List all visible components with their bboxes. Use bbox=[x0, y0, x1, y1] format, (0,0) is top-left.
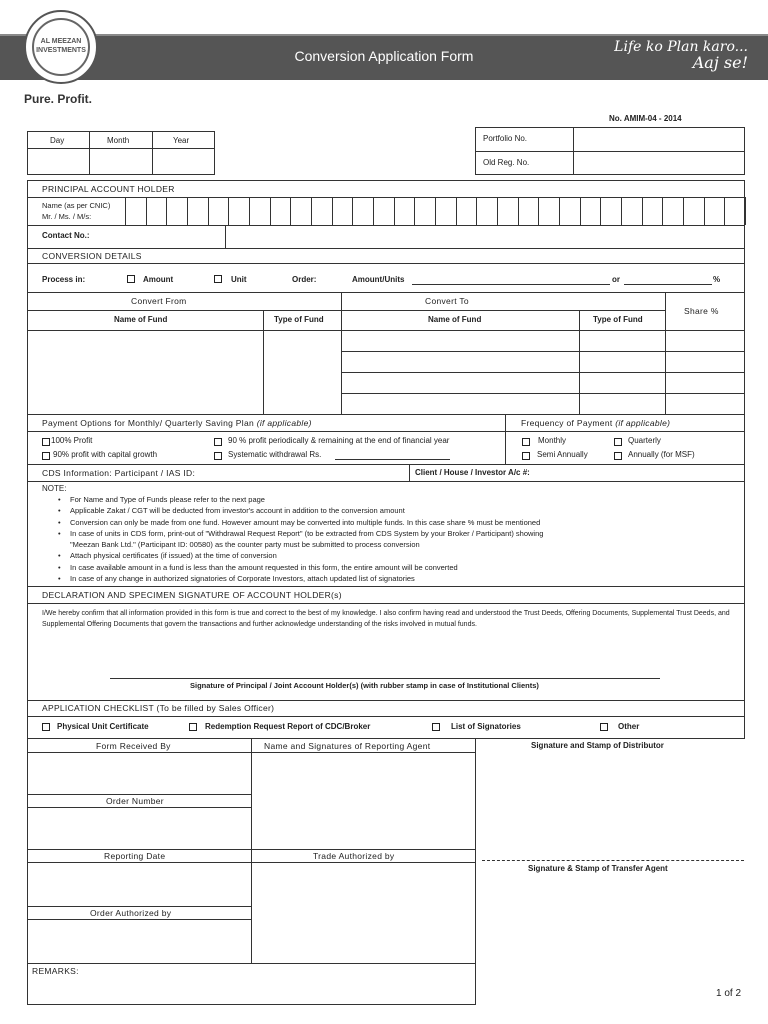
day-label: Day bbox=[50, 136, 65, 145]
portfolio-no-field[interactable] bbox=[574, 128, 744, 150]
profit-90-periodic-checkbox[interactable] bbox=[214, 438, 222, 446]
form-received-by-field[interactable] bbox=[28, 753, 250, 793]
day-field[interactable] bbox=[28, 149, 88, 174]
name-char-divider bbox=[724, 197, 725, 225]
contact-label: Contact No.: bbox=[42, 231, 90, 240]
tagline-line2: Aaj se! bbox=[692, 53, 748, 72]
to-fund-name-cells[interactable] bbox=[342, 331, 578, 413]
old-reg-no-field[interactable] bbox=[574, 152, 744, 174]
name-char-divider bbox=[580, 197, 581, 225]
systematic-withdrawal-checkbox[interactable] bbox=[214, 452, 222, 460]
name-label-line1: Name (as per CNIC) bbox=[42, 201, 111, 210]
redemption-report-label: Redemption Request Report of CDC/Broker bbox=[205, 722, 371, 731]
name-char-divider bbox=[621, 197, 622, 225]
name-char-divider bbox=[166, 197, 167, 225]
from-fund-type-header: Type of Fund bbox=[274, 315, 324, 324]
semi-annually-label: Semi Annually bbox=[537, 450, 588, 459]
reporting-date-field[interactable] bbox=[28, 863, 250, 905]
logo-text: AL MEEZAN INVESTMENTS bbox=[36, 38, 86, 54]
payment-if-applicable: (if applicable) bbox=[256, 418, 312, 428]
percent-line[interactable] bbox=[624, 284, 712, 285]
convert-from-heading: Convert From bbox=[131, 296, 187, 306]
physical-certificate-label: Physical Unit Certificate bbox=[57, 722, 149, 731]
from-fund-name-header: Name of Fund bbox=[114, 315, 168, 324]
name-char-divider bbox=[538, 197, 539, 225]
amount-units-line[interactable] bbox=[412, 284, 610, 285]
notes-list bbox=[70, 494, 543, 584]
share-heading: Share % bbox=[684, 306, 719, 316]
client-account-field[interactable] bbox=[545, 465, 743, 480]
other-checkbox[interactable] bbox=[600, 723, 608, 731]
distributor-signature-label: Signature and Stamp of Distributor bbox=[531, 741, 664, 750]
frequency-heading-text: Frequency of Payment bbox=[521, 418, 613, 428]
name-char-divider bbox=[600, 197, 601, 225]
month-label: Month bbox=[107, 136, 130, 145]
note-item: • Applicable Zakat / CGT will be deducted from investor's account in addition to the conversion amount bbox=[70, 505, 543, 516]
payment-heading bbox=[42, 418, 312, 428]
name-char-divider bbox=[642, 197, 643, 225]
form-title: Conversion Application Form bbox=[294, 48, 474, 64]
profit-100-label: 100% Profit bbox=[51, 436, 93, 445]
cds-label: CDS Information: Participant / IAS ID: bbox=[42, 468, 196, 478]
to-fund-type-cells[interactable] bbox=[580, 331, 664, 413]
signature-label: Signature of Principal / Joint Account Holder(s) (with rubber stamp in case of Institutional Clients) bbox=[190, 681, 539, 690]
profit-90-capital-checkbox[interactable] bbox=[42, 452, 50, 460]
note-item: • In case of units in CDS form, print-out of "Withdrawal Request Report" (to be extracted from CDS System by your Broker / Participant) showing bbox=[70, 528, 543, 539]
share-cells[interactable] bbox=[666, 331, 744, 413]
remarks-field[interactable] bbox=[28, 977, 474, 1003]
form-received-by-label: Form Received By bbox=[96, 741, 171, 751]
or-label: or bbox=[612, 275, 620, 284]
name-char-divider bbox=[476, 197, 477, 225]
contact-field[interactable] bbox=[226, 226, 744, 247]
name-char-divider bbox=[125, 197, 126, 225]
name-char-divider bbox=[414, 197, 415, 225]
annually-label: Annually (for MSF) bbox=[628, 450, 695, 459]
profit-100-checkbox[interactable] bbox=[42, 438, 50, 446]
name-char-divider bbox=[332, 197, 333, 225]
name-char-divider bbox=[745, 197, 746, 225]
name-char-divider bbox=[311, 197, 312, 225]
name-char-divider bbox=[249, 197, 250, 225]
client-account-label: Client / House / Investor A/c #: bbox=[415, 468, 530, 477]
declaration-text: I/We hereby confirm that all information provided in this form is true and correct to the best of my knowledge. I also confirm having read and understood the Trust Deeds, Offering Documents, Supplemental Trust Deeds, and Supplemental Offering Documents that govern the transactions and further acknowledge understanding of the risks involved in mutual funds. bbox=[42, 610, 730, 628]
signature-line[interactable] bbox=[110, 678, 660, 679]
percent-label: % bbox=[713, 275, 721, 284]
transfer-agent-signature-line[interactable] bbox=[482, 860, 744, 861]
order-authorized-field[interactable] bbox=[28, 920, 250, 962]
year-field[interactable] bbox=[153, 149, 214, 174]
name-char-divider bbox=[497, 197, 498, 225]
name-char-divider bbox=[559, 197, 560, 225]
name-char-divider bbox=[704, 197, 705, 225]
process-in-label: Process in: bbox=[42, 275, 86, 284]
amount-units-label: Amount/Units bbox=[352, 275, 405, 284]
company-logo bbox=[24, 10, 98, 84]
month-field[interactable] bbox=[90, 149, 151, 174]
convert-to-heading: Convert To bbox=[425, 296, 469, 306]
name-char-divider bbox=[270, 197, 271, 225]
transfer-agent-label: Signature & Stamp of Transfer Agent bbox=[528, 864, 668, 873]
cds-participant-field[interactable] bbox=[214, 465, 408, 480]
name-label-line2: Mr. / Ms. / M/s: bbox=[42, 212, 92, 221]
reporting-date-label: Reporting Date bbox=[104, 851, 166, 861]
unit-label: Unit bbox=[231, 275, 247, 284]
form-number: No. AMIM-04 - 2014 bbox=[609, 114, 682, 123]
physical-certificate-checkbox[interactable] bbox=[42, 723, 50, 731]
note-item: • Attach physical certificates (if issued) at the time of conversion bbox=[70, 550, 543, 561]
name-char-divider bbox=[352, 197, 353, 225]
payment-heading-text: Payment Options for Monthly/ Quarterly Saving Plan bbox=[42, 418, 255, 428]
redemption-report-checkbox[interactable] bbox=[189, 723, 197, 731]
name-char-divider bbox=[373, 197, 374, 225]
notes-heading: NOTE: bbox=[42, 484, 67, 493]
list-signatories-label: List of Signatories bbox=[451, 722, 521, 731]
trade-authorized-field[interactable] bbox=[252, 863, 474, 962]
monthly-label: Monthly bbox=[538, 436, 567, 445]
name-char-divider bbox=[208, 197, 209, 225]
note-item: • For Name and Type of Funds please refer to the next page bbox=[70, 494, 543, 505]
name-char-divider bbox=[518, 197, 519, 225]
tagline bbox=[614, 40, 748, 70]
name-char-divider bbox=[683, 197, 684, 225]
from-fund-name-cell[interactable] bbox=[28, 331, 262, 413]
name-char-divider bbox=[456, 197, 457, 225]
tagline-line1: Life ko Plan karo... bbox=[614, 39, 748, 55]
profit-90-capital-label: 90% profit with capital growth bbox=[53, 450, 158, 459]
order-number-field[interactable] bbox=[28, 808, 250, 848]
year-label: Year bbox=[173, 136, 190, 145]
order-label: Order: bbox=[292, 275, 317, 284]
to-fund-name-header: Name of Fund bbox=[428, 315, 482, 324]
name-char-divider bbox=[187, 197, 188, 225]
note-item: • In case of any change in authorized signatories of Corporate Investors, attach updated list of signatories bbox=[70, 573, 543, 584]
remarks-label: REMARKS: bbox=[32, 966, 79, 976]
note-item: • In case available amount in a fund is less than the amount requested in this form, the entire amount will be converted bbox=[70, 562, 543, 573]
conversion-heading: CONVERSION DETAILS bbox=[42, 251, 142, 261]
declaration-heading: DECLARATION AND SPECIMEN SIGNATURE OF ACCOUNT HOLDER(s) bbox=[42, 590, 342, 600]
principal-heading: PRINCIPAL ACCOUNT HOLDER bbox=[42, 184, 175, 194]
systematic-withdrawal-label: Systematic withdrawal Rs. bbox=[228, 450, 322, 459]
name-char-divider bbox=[290, 197, 291, 225]
list-signatories-checkbox[interactable] bbox=[432, 723, 440, 731]
order-authorized-label: Order Authorized by bbox=[90, 908, 172, 918]
note-item: • Conversion can only be made from one fund. However amount may be converted into multiple funds. In this case share % must be mentioned bbox=[70, 517, 543, 528]
quarterly-checkbox[interactable] bbox=[614, 438, 622, 446]
systematic-amount-line[interactable] bbox=[335, 459, 450, 460]
annually-checkbox[interactable] bbox=[614, 452, 622, 460]
page-number: 1 of 2 bbox=[716, 988, 742, 999]
other-label: Other bbox=[618, 722, 640, 731]
amount-label: Amount bbox=[143, 275, 174, 284]
quarterly-label: Quarterly bbox=[628, 436, 661, 445]
monthly-checkbox[interactable] bbox=[522, 438, 530, 446]
frequency-if-applicable: (if applicable) bbox=[615, 418, 671, 428]
amount-checkbox[interactable] bbox=[127, 275, 135, 283]
profit-90-periodic-label: 90 % profit periodically & remaining at the end of financial year bbox=[228, 436, 450, 445]
name-char-divider bbox=[435, 197, 436, 225]
trade-authorized-label: Trade Authorized by bbox=[313, 851, 395, 861]
unit-checkbox[interactable] bbox=[214, 275, 222, 283]
to-fund-type-header: Type of Fund bbox=[593, 315, 643, 324]
reporting-agent-label: Name and Signatures of Reporting Agent bbox=[264, 741, 431, 751]
semi-annually-checkbox[interactable] bbox=[522, 452, 530, 460]
portfolio-no-label: Portfolio No. bbox=[483, 134, 528, 143]
checklist-heading: APPLICATION CHECKLIST (To be filled by Sales Officer) bbox=[42, 703, 275, 713]
brand-slogan: Pure. Profit. bbox=[24, 92, 93, 106]
old-reg-no-label: Old Reg. No. bbox=[483, 158, 530, 167]
reporting-agent-field[interactable] bbox=[252, 753, 474, 848]
frequency-heading bbox=[521, 418, 670, 428]
name-char-divider bbox=[228, 197, 229, 225]
from-fund-type-cell[interactable] bbox=[264, 331, 340, 413]
note-item: "Meezan Bank Ltd." (Participant ID: 00580) as the counter party must be submitted to process conversion bbox=[70, 540, 420, 550]
name-char-divider bbox=[662, 197, 663, 225]
name-char-divider bbox=[146, 197, 147, 225]
order-number-label: Order Number bbox=[106, 796, 164, 806]
name-char-divider bbox=[394, 197, 395, 225]
